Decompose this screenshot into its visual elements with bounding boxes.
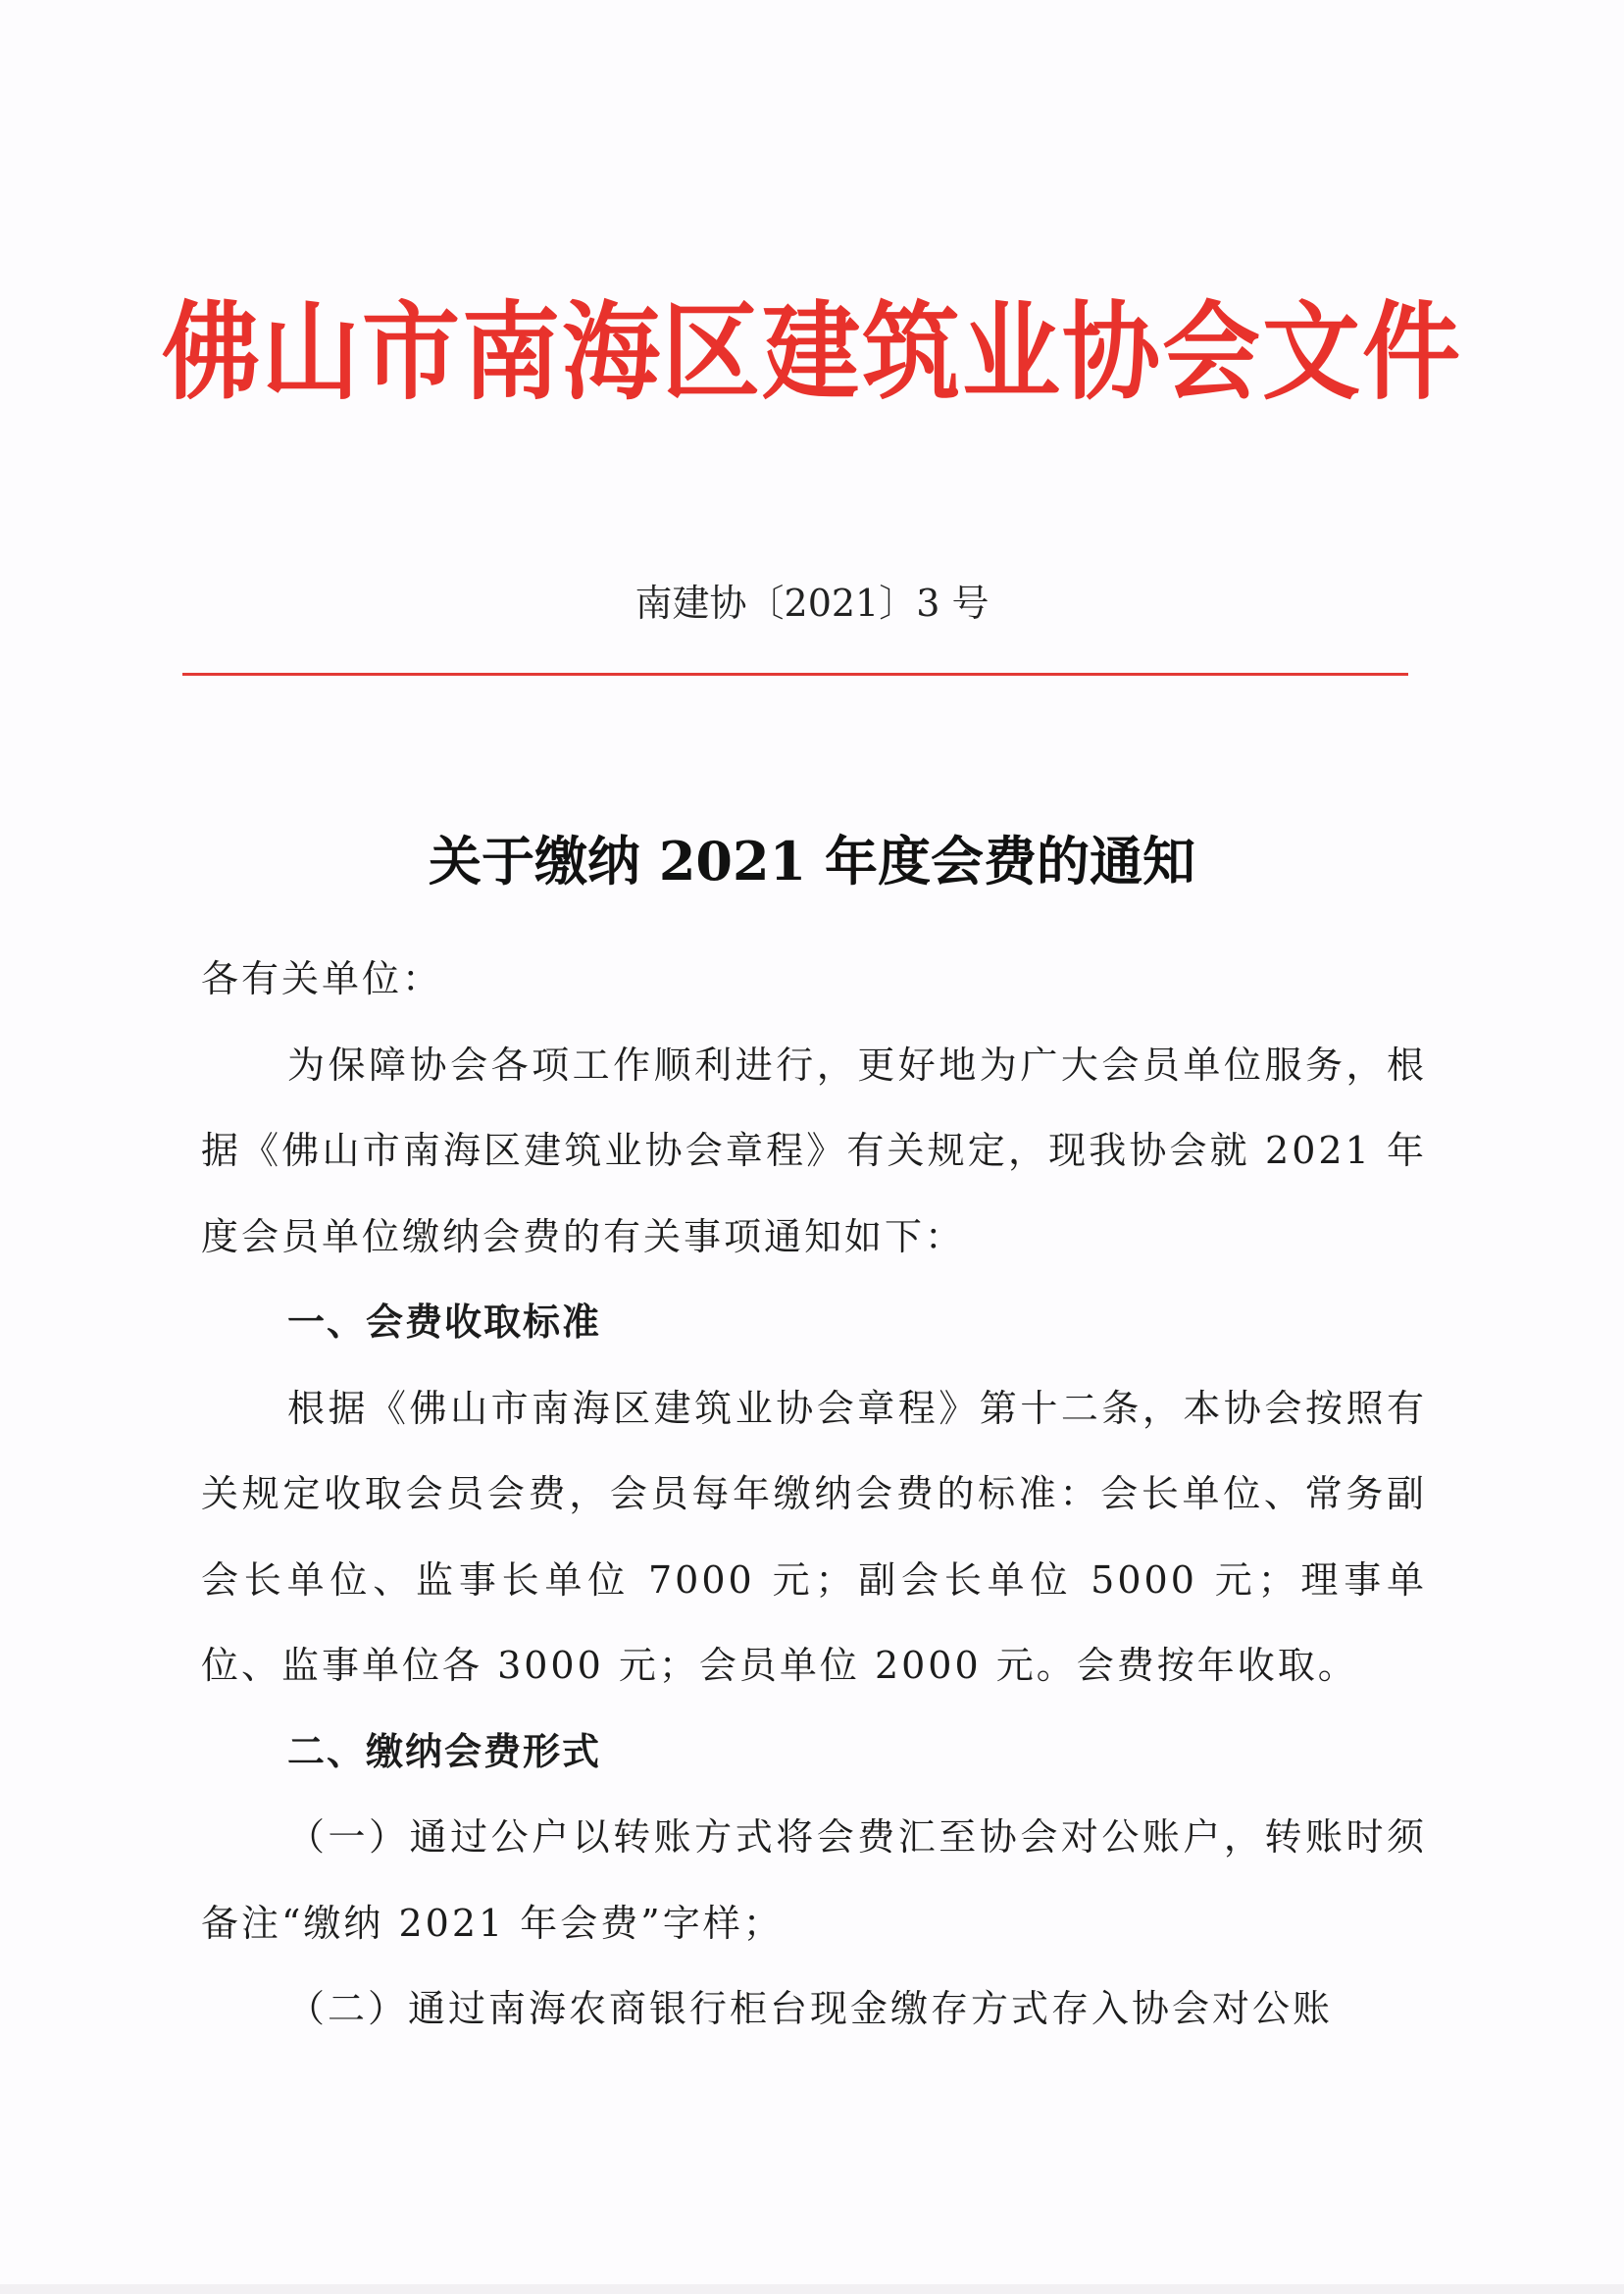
section-2-heading: 二、缴纳会费形式 — [287, 1729, 602, 1773]
document-number: 南建协〔2021〕3 号 — [634, 582, 990, 625]
letterhead-title: 佛山市南海区建筑业协会文件 — [162, 290, 1462, 415]
page-bottom-edge — [0, 2284, 1624, 2294]
intro-paragraph: 为保障协会各项工作顺利进行，更好地为广大会员单位服务，根据《佛山市南海区建筑业协会章程》有关规定，现我协会就 2021 年度会员单位缴纳会费的有关事项通知如下： — [201, 1043, 1427, 1258]
notice-body — [201, 937, 1427, 2053]
section-2-item-2: （二）通过南海农商银行柜台现金缴存方式存入协会对公账 — [287, 1987, 1334, 2030]
red-divider-line — [182, 673, 1408, 676]
section-1-paragraph: 根据《佛山市南海区建筑业协会章程》第十二条，本协会按照有关规定收取会员会费，会员每年缴纳会费的标准：会长单位、常务副会长单位、监事长单位 7000 元；副会长单位 5000 元；理事单位、监事单位各 3000 元；会员单位 2000 元。会费按年收取。 — [201, 1386, 1427, 1687]
salutation: 各有关单位： — [201, 957, 443, 1000]
notice-title: 关于缴纳 2021 年度会费的通知 — [429, 830, 1195, 892]
section-1-heading: 一、会费收取标准 — [287, 1300, 602, 1344]
section-2-item-1: （一）通过公户以转账方式将会费汇至协会对公账户，转账时须备注“缴纳 2021 年会费”字样； — [201, 1815, 1427, 1945]
